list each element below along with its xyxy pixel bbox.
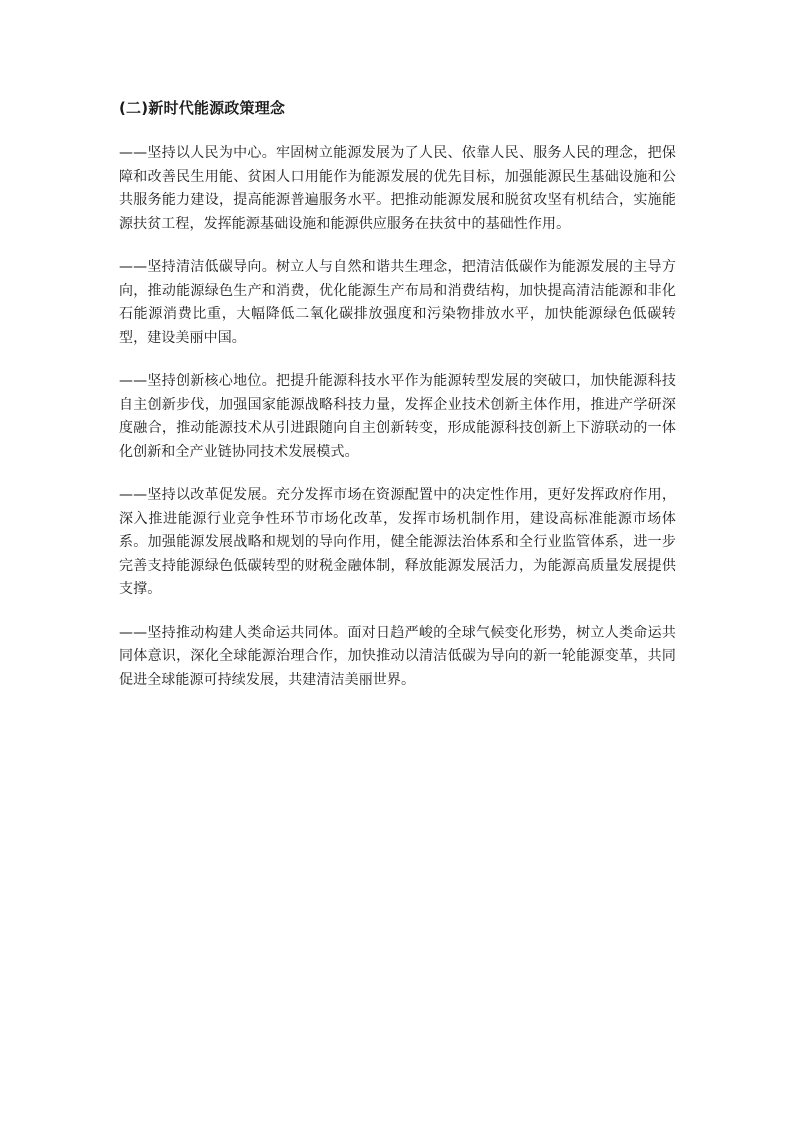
paragraph-reform-development: ——坚持以改革促发展。充分发挥市场在资源配置中的决定性作用，更好发挥政府作用，深入推进能源行业竞争性环节市场化改革，发挥市场机制作用，建设高标准能源市场体系。加强能源发展战略和规划的导向作用，健全能源法治体系和全行业监管体系，进一步完善支持能源绿色低碳转型的财税金融体制，释放能源发展活力，为能源高质量发展提供支撑。 bbox=[119, 487, 676, 597]
section-heading: (二)新时代能源政策理念 bbox=[119, 99, 286, 117]
paragraph-people-centered: ——坚持以人民为中心。牢固树立能源发展为了人民、依靠人民、服务人民的理念，把保障和改善民生用能、贫困人口用能作为能源发展的优先目标，加强能源民生基础设施和公共服务能力建设，提高能源普遍服务水平。把推动能源发展和脱贫攻坚有机结合，实施能源扶贫工程，发挥能源基础设施和能源供应服务在扶贫中的基础性作用。 bbox=[119, 145, 676, 232]
document-body bbox=[119, 96, 676, 712]
paragraph-clean-low-carbon: ——坚持清洁低碳导向。树立人与自然和谐共生理念，把清洁低碳作为能源发展的主导方向，推动能源绿色生产和消费，优化能源生产布局和消费结构，加快提高清洁能源和非化石能源消费比重，大幅降低二氧化碳排放强度和污染物排放水平，加快能源绿色低碳转型，建设美丽中国。 bbox=[119, 259, 676, 346]
paragraph-shared-future: ——坚持推动构建人类命运共同体。面对日趋严峻的全球气候变化形势，树立人类命运共同体意识，深化全球能源治理合作，加快推动以清洁低碳为导向的新一轮能源变革，共同促进全球能源可持续发展，共建清洁美丽世界。 bbox=[119, 624, 676, 688]
paragraph-innovation-core: ——坚持创新核心地位。把提升能源科技水平作为能源转型发展的突破口，加快能源科技自主创新步伐，加强国家能源战略科技力量，发挥企业技术创新主体作用，推进产学研深度融合，推动能源技术从引进跟随向自主创新转变，形成能源科技创新上下游联动的一体化创新和全产业链协同技术发展模式。 bbox=[119, 373, 676, 460]
